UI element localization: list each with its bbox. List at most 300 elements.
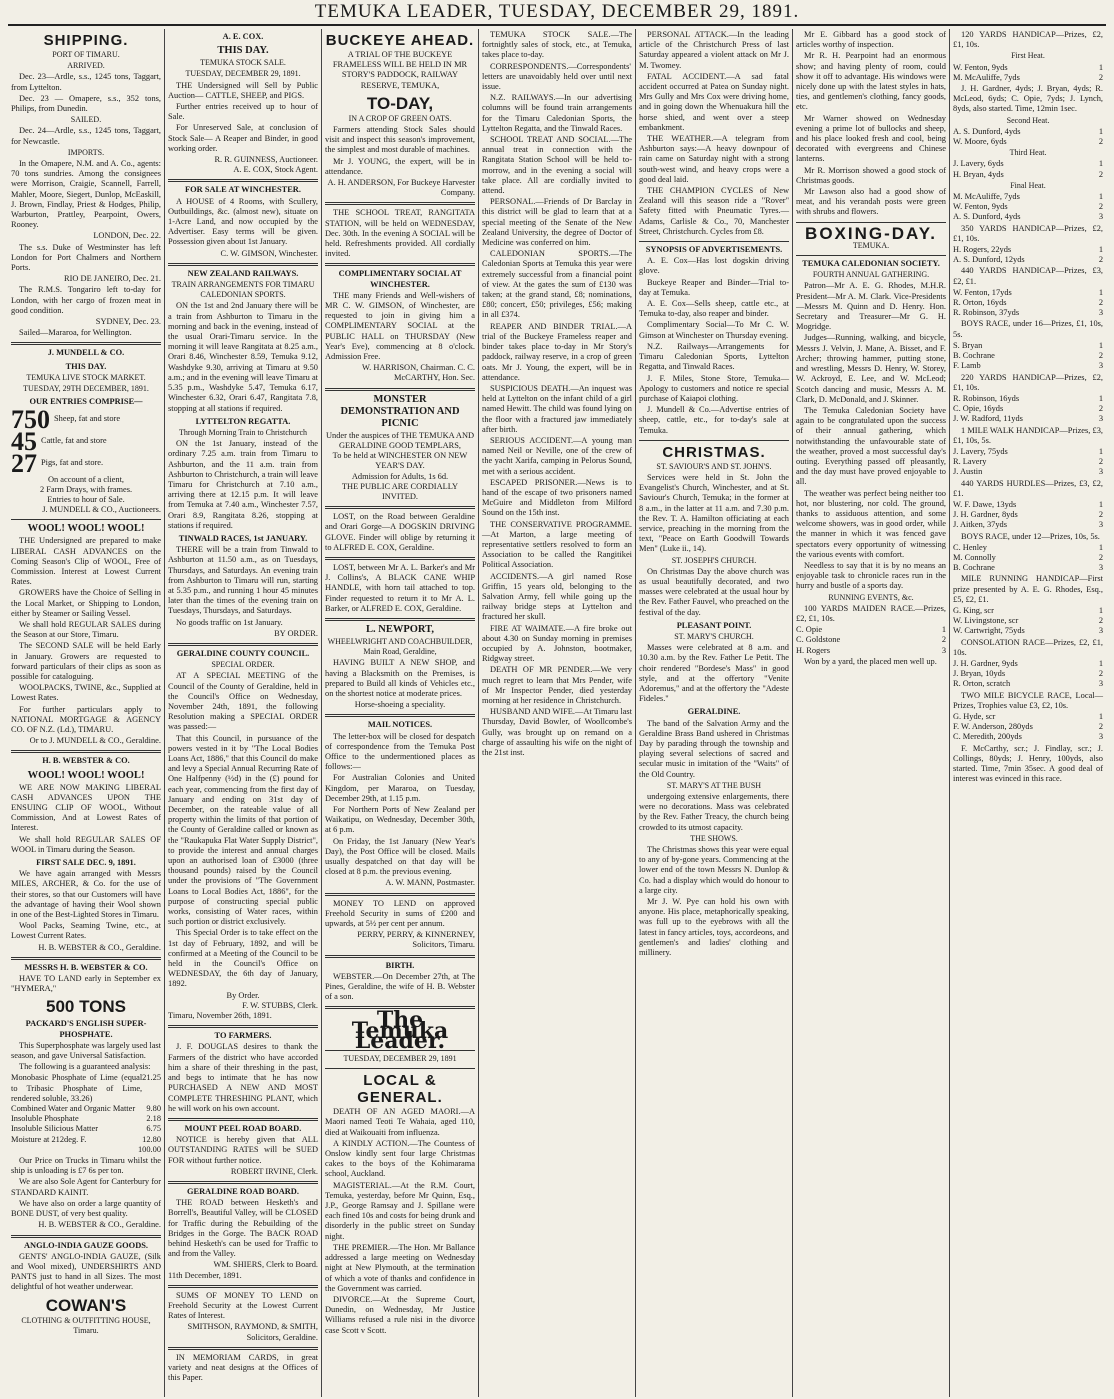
result-row <box>953 712 1103 722</box>
irvine-signature: ROBERT IRVINE, Clerk. <box>230 1166 318 1176</box>
result-row <box>953 679 1103 689</box>
lost-text: LOST, on the Road between Geraldine and Orari Gorge—A DOGSKIN DRIVING GLOVE. Finder will oblige by returning it to ALFRED E. COX, Geraldine. <box>325 512 475 552</box>
tinwald-heading: TINWALD RACES, 1st JANUARY. <box>178 533 308 543</box>
result-row <box>953 404 1103 414</box>
no-goods: No goods traffic on 1st January. <box>176 617 283 627</box>
result-name: R. Orton, scratch <box>953 679 1011 689</box>
first-sale: FIRST SALE DEC. 9, 1891. <box>36 858 136 867</box>
result-place: 2 <box>1098 137 1103 147</box>
result-name: S. Bryan <box>953 340 983 350</box>
event-heading: CONSOLATION RACE—Prizes, £2, £1, 10s. <box>953 637 1103 657</box>
result-name: R. Lavery <box>953 457 987 467</box>
result-place: 3 <box>1098 626 1103 636</box>
event-heading: BOYS RACE, under 12—Prizes, 10s, 5s. <box>961 531 1100 541</box>
boxing-day-heading: BOXING-DAY. <box>805 223 937 243</box>
tinwald-text: THERE will be a train from Tinwald to Ashburton at 11.50 a.m., as on Tuesdays, Thursdays, and Saturdays. An evening train from Ashburton to Timaru will run, starting at 5.35 p.m., and running 1 hour 45 minutes later than the times of the evening train on Tuesdays, Thursdays, and Saturdays. <box>168 545 318 616</box>
mundell-heading: J. MUNDELL & CO. <box>47 348 125 358</box>
result-place: 3 <box>1098 520 1103 530</box>
arrived-line: Dec. 23—Ardle, s.s., 1245 tons, Taggart, from Lyttelton. <box>11 72 161 92</box>
result-name: J. Aitken, 37yds <box>953 520 1007 530</box>
synopsis-item: J. F. Miles, Stone Store, Temuka—Apology to customers and notice re special purchase of Kaiapoi clothing. <box>639 373 789 403</box>
stock-sale: TEMUKA STOCK SALE. <box>200 58 286 68</box>
sydney-text: Sailed—Mararoa, for Wellington. <box>19 328 132 338</box>
memoriam-text: IN MEMORIAM CARDS, in great variety and neat designs at the Offices of this Paper. <box>168 1352 318 1383</box>
arrived-label: ARRIVED. <box>67 61 105 71</box>
regatta-text: ON the 1st January, instead of the ordinary 7.25 a.m. train from Timaru to Ashburton, and the 11 a.m. train from Ashburton to Christchurch, a train will leave Timaru for Christchurch at 7.10 a.m., arriving there at 12.15 p.m. It will leave from Temuka at 7.40 a.m., Winchester 7.57, Orari 8.9, Rangitata 8.26, stopping at stations if required. <box>168 439 318 530</box>
nzr-text: ON the 1st and 2nd January there will be a train from Ashburton to Timaru in the morning and back in the evening, instead of the usual Orari-Timaru service. In the morning it will leave Rangitata at 8.25 a.m., Orari 8.46, Winchester 8.59, Temuka 9.12, Washdyke 9.30, arriving at Timaru at 9.50 a.m.; and in the evening will leave Timaru at 5.35 p.m., Washdyke 5.47, Temuka 6.17, Winchester 6.32, Orari 6.47, Rangitata 7.8, stopping at all stations if required. <box>168 301 318 413</box>
wool-heading: WOOL! WOOL! WOOL! <box>27 523 145 535</box>
wool-text: We shall hold REGULAR SALES during the Season at our Store, Timaru. <box>11 619 161 640</box>
local-text: A KINDLY ACTION.—The Countess of Onslow kindly sent four large Christmas cakes to the boys of the Kohimarama school, Auckland. <box>325 1138 475 1179</box>
st-marys-sub: ST. MARY'S CHURCH. <box>674 631 754 641</box>
result-row <box>953 414 1103 424</box>
shiers-signature: WM. SHIERS, Clerk to Board. <box>213 1260 318 1270</box>
news-paragraph: FIRE AT WAIMATE.—A fire broke out about 4.30 on Sunday morning in premises occupied by A. Johnston, bootmaker, Ridgway street. <box>482 623 632 664</box>
result-row <box>953 457 1103 467</box>
shows-text: The Christmas shows this year were equal to any of by-gone years. Commencing at the lower end of the town Messrs N. Dunlop & Co. had a display which would do honour to a large city. <box>639 845 789 895</box>
bone-signature: H. B. WEBSTER & CO., Geraldine. <box>38 1220 161 1230</box>
result-place: 1 <box>1098 499 1103 509</box>
result-row <box>953 520 1103 530</box>
geraldine-heading: GERALDINE. <box>687 707 741 717</box>
birth-heading: BIRTH. <box>385 960 415 970</box>
result-place: 2 <box>941 635 946 645</box>
result-row <box>953 341 1103 351</box>
column-1 <box>8 29 165 1397</box>
result-name: H. Rogers, 22yds <box>953 245 1012 255</box>
social-signature: W. HARRISON, Chairman. C. C. McCARTHY, Hon. Sec. <box>362 363 475 383</box>
column-7 <box>950 29 1106 1397</box>
analysis-row <box>11 1135 161 1145</box>
agent-text: We are also Sole Agent for Canterbury for STANDARD KAINIT. <box>11 1177 161 1197</box>
wool2-text: We have again arranged with Messrs MILES, ARCHER, & Co. for the use of their stores, so that our Customers will have the advantage of having their Wool shown in one of the Best-Lighted Stores in Timaru. <box>11 869 161 920</box>
webster-heading: H. B. WEBSTER & CO. <box>42 756 130 766</box>
result-row <box>953 351 1103 361</box>
result-name: C. Goldstone <box>796 635 841 645</box>
horseshoeing: Horse-shoeing a speciality. <box>354 700 446 710</box>
analysis-row <box>11 1073 161 1104</box>
shows-paragraph: Mr E. Gibbard has a good stock of articles worthy of inspection. <box>796 30 946 50</box>
lost-text: LOST, between Mr A. L. Barker's and Mr J. Collins's, A BLACK CANE WHIP HANDLE, with horn tail attached to top. Finder requested to return it to Mr A. L. Barker, or ALFRED E. COX, Geraldine. <box>325 562 475 613</box>
result-row <box>953 245 1103 255</box>
result-row <box>953 659 1103 669</box>
analysis-value: 9.80 <box>146 1104 161 1114</box>
weather-text: The Temuka Caledonian Society have again to be congratulated upon the success of their annual gathering, which notwithstanding the unfavourable state of the weather, proved a most successful day's outing. Everything passed off pleasantly, and the day must have proved enjoyable to all. <box>796 405 946 487</box>
newport-sub: WHEELWRIGHT AND COACHBUILDER, Main Road, Geraldine, <box>327 636 473 657</box>
result-row <box>953 159 1103 169</box>
result-name: C. Opie <box>796 625 823 635</box>
churches-sub: ST. SAVIOUR'S AND ST. JOHN'S. <box>656 461 772 471</box>
news-paragraph: FATAL ACCIDENT.—A sad fatal accident occurred at Patea on Sunday night. Mrs Gully and Mrs Cox were driving home, and in going down the Whenuakura hill the horse shied, and went over a steep embankment. <box>639 71 789 132</box>
result-row <box>953 212 1103 222</box>
wool-further: For further particulars apply to NATIONAL MORTGAGE & AGENCY CO. OF N.Z. (Ld.), TIMARU. <box>11 704 161 734</box>
stubbs-date: Timaru, November 26th, 1891. <box>168 1011 272 1021</box>
event-heading: 1 MILE WALK HANDICAP—Prizes, £3, £1, 10s, 5s. <box>953 425 1103 445</box>
result-place: 2 <box>1098 722 1103 732</box>
cox-signature: R. R. GUINNESS, Auctioneer. <box>214 155 318 165</box>
forsale-heading: FOR SALE AT WINCHESTER. <box>185 185 301 195</box>
result-row <box>953 394 1103 404</box>
cox-signature: A. E. COX, Stock Agent. <box>233 165 318 175</box>
stubbs-signature: F. W. STUBBS, Clerk. <box>242 1000 318 1010</box>
road-text: THE ROAD between Hesketh's and Borrell's, Beautiful Valley, will be CLOSED for Traffic during the Rebuilding of the Bridges in the Gorge. The BACK ROAD behind Hesketh's can be used for Traffic to and from the Valley. <box>168 1198 318 1259</box>
newspaper-columns <box>8 29 1106 1397</box>
result-row <box>953 308 1103 318</box>
synopsis-item: N.Z. Railways—Arrangements for Timaru Caledonian Sports, Lyttelton Regatta, and Tinwald Races. <box>639 341 789 372</box>
column-6 <box>793 29 950 1397</box>
forsale-signature: C. W. GIMSON, Winchester. <box>220 248 318 258</box>
shows-paragraph: Mr R. H. Pearpoint had an enormous show; and having plenty of room, could show it off to advantage. His windows were nicely done up with the latest styles in hats, ties, and gentlemen's clothing, fancy goods, etc. <box>796 51 946 112</box>
result-row <box>953 127 1103 137</box>
news-paragraph: TEMUKA STOCK SALE.—The fortnightly sales of stock, etc., at Temuka, takes place to-day. <box>482 30 632 60</box>
christmas-heading: CHRISTMAS. <box>662 443 766 461</box>
news-paragraph: SERIOUS ACCIDENT.—A young man named Neil or Neville, one of the crew of the yacht Xarifa, camping in Pelorus Sound, met with a serious accident. <box>482 435 632 476</box>
result-place: 3 <box>1098 212 1103 222</box>
news-paragraph: N.Z. RAILWAYS.—In our advertising columns will be found train arrangements for the Timaru Caledonian Sports, the Lyttelton Regatta, and the Tinwald Races. <box>482 93 632 133</box>
result-place: 2 <box>1098 351 1103 361</box>
analysis-row <box>11 1114 161 1124</box>
result-place: 3 <box>1098 732 1103 742</box>
wool-text: The SECOND SALE will be held Early in January. Growers are requested to forward particulars of their clips as soon as possible for cataloguing. <box>11 641 161 681</box>
mail-text: On Friday, the 1st January (New Year's Day), the Post Office will be closed. Mails usually despatched on that day will be closed at 8 p.m. the previous evening. <box>325 836 475 877</box>
heat-label: Second Heat. <box>1006 115 1050 125</box>
price-text: Our Price on Trucks in Timaru whilst the ship is unloading is £7 6s per ton. <box>11 1156 161 1176</box>
result-row <box>796 646 946 656</box>
news-paragraph: REAPER AND BINDER TRIAL.—A trial of the Buckeye Frameless reaper and binder takes place to-day in Mr Story's paddock, railway reserve, in a crop of green oats. Mr J. Young, the expert, will be in attendance. <box>482 321 632 382</box>
caledonian-heading: TEMUKA CALEDONIAN SOCIETY. <box>802 259 940 269</box>
result-name: G. King, scr <box>953 605 994 615</box>
st-mary-bush-sub: ST. MARY'S AT THE BUSH <box>666 780 762 790</box>
news-paragraph: THE WEATHER.—A telegram from Ashburton says:—A heavy downpour of rain came on Saturday night with a strong south-west wind, and heavy crops were a good deal laid. <box>639 134 789 184</box>
nzr-heading: NEW ZEALAND RAILWAYS. <box>187 268 299 278</box>
result-row <box>953 722 1103 732</box>
today-heading: TO-DAY, <box>366 93 434 113</box>
result-place: 1 <box>1098 340 1103 350</box>
wool-or: Or to J. MUNDELL & CO., Geraldine. <box>29 736 161 746</box>
geraldine-text: The band of the Salvation Army and the Geraldine Brass Band ushered in Christmas Day by parading through the township and playing several selections of sacred and secular music in imitation of the "Waits" of the Old Country. <box>639 718 789 779</box>
analysis-value: 21.25 <box>142 1073 161 1083</box>
result-row <box>953 467 1103 477</box>
analysis-value: 100.00 <box>137 1144 161 1154</box>
st-joseph-sub: ST. JOSEPH'S CHURCH. <box>671 555 757 565</box>
by-order: By Order. <box>226 990 260 1000</box>
event-heading: 350 YARDS HANDICAP—Prizes, £2, £1, 10s. <box>953 223 1103 243</box>
patron-text: Patron—Mr A. E. G. Rhodes, M.H.R. President—Mr A. M. Clark. Vice-Presidents—Messrs M. Quinn and D. Henry. Hon. Secretary and Treasurer—Mr G. H. Mogridge. <box>796 281 946 332</box>
result-name: A. S. Dunford, 12yds <box>953 255 1025 265</box>
messrs-heading: MESSRS H. B. WEBSTER & CO. <box>24 962 148 972</box>
result-place: 1 <box>1098 393 1103 403</box>
council-text: That this Council, in pursuance of the powers vested in it by "The Local Bodies Loans Act, 1886," that this Council do make and levy a Special Annual Recurring Rate of One Halfpenny (½d) in the (£) pound for each year, commencing from the first day of January and ending on 31st day of December, on the rateable value of all property within the limits of that portion of the County of Geraldine called or known as the "Raukapuka Flat Water Supply District", to provide the interest and annual charges upon an authorised loan of £3000 (three thousand pounds) raised by the Council under the provisions of "The Government Loans to Local Bodies Act, 1886", for the purpose of constructing special public works, consisting of Water races, within such portion or district exclusively. <box>168 733 318 927</box>
entry-desc: Sheep, fat and store <box>54 414 121 424</box>
social-heading: COMPLIMENTARY SOCIAL AT WINCHESTER. <box>338 269 462 289</box>
shows-paragraph: Mr Lawson also had a good show of meat, and his verandah posts were green with shrubs and flowers. <box>796 187 946 217</box>
event-heading: MILE RUNNING HANDICAP—First prize presented by A. E. G. Rhodes, Esq., £5, £2, £1. <box>953 574 1103 604</box>
result-row <box>953 732 1103 742</box>
running-events: RUNNING EVENTS, &c. <box>828 592 914 602</box>
result-place: 1 <box>1098 126 1103 136</box>
result-name: J. W. Radford, 11yds <box>953 414 1023 424</box>
result-name: F. W. Anderson, 280yds <box>953 722 1033 732</box>
result-place: 3 <box>1098 361 1103 371</box>
result-row <box>953 170 1103 180</box>
money-text: MONEY TO LEND on approved Freehold Security in sums of £200 and upwards, at 5½ per cent per annum. <box>325 898 475 929</box>
this-day: THIS DAY. <box>217 45 269 57</box>
result-row <box>953 192 1103 202</box>
result-name: W. Fenton, 9yds <box>953 202 1008 212</box>
mail-text: The letter-box will be closed for despatch of correspondence from the Temuka Post Office to the undermentioned places as follows:— <box>325 731 475 772</box>
packards-heading: PACKARD'S ENGLISH SUPER-PHOSPHATE. <box>25 1019 147 1039</box>
synopsis-item: Buckeye Reaper and Binder—Trial to-day at Temuka. <box>639 277 789 297</box>
result-name: A. S. Dunford, 4yds <box>953 212 1021 222</box>
buckeye-heading: BUCKEYE AHEAD. <box>325 32 475 49</box>
monster-text: Under the auspices of THE TEMUKA AND GERALDINE GOOD TEMPLARS, <box>325 430 475 450</box>
analysis-row <box>11 1104 161 1114</box>
by-order: BY ORDER. <box>274 628 318 638</box>
wool2-heading: WOOL! WOOL! WOOL! <box>27 769 145 781</box>
woolpacks-text: WOOLPACKS, TWINE, &c., Supplied at Lowest Rates. <box>11 683 161 703</box>
cowans-heading: COWAN'S <box>45 1295 127 1315</box>
news-paragraph: SCHOOL TREAT AND SOCIAL.—The annual treat in connection with the Rangitata Station School will be held to-morrow, and in the evening a social will take place. All are cordially invited to attend. <box>482 135 632 196</box>
bone-dust: We have also on order a large quantity of BONE DUST, of very best quality. <box>11 1198 161 1219</box>
rio-dateline: RIO DE JANEIRO, Dec. 21. <box>64 274 161 284</box>
analysis-label: Monobasic Phosphate of Lime (equal to Tribasic Phosphate of Lime, rendered soluble, 33.26) <box>11 1073 143 1103</box>
bike-note: F. McCarthy, scr.; J. Findlay, scr.; J. Collings, 80yds; J. Henry, 100yds, also started. Time, 7min 35sec. A good deal of interest was evinced in this race. <box>953 743 1103 784</box>
column-3 <box>322 29 479 1397</box>
result-row <box>796 635 946 645</box>
result-place: 1 <box>1098 446 1103 456</box>
result-place: 1 <box>1098 712 1103 721</box>
nzr-sub: TRAIN ARRANGEMENTS FOR TIMARU CALEDONIAN SPORTS. <box>171 280 315 300</box>
news-paragraph: HUSBAND AND WIFE.—At Timaru last Thursday, David Bowler, of Woollcombe's Gully, was brought up on remand on a charge of assaulting his wife on the night of the 21st inst. <box>482 707 632 758</box>
result-place: 2 <box>1098 298 1103 308</box>
result-name: B. Cochrane <box>953 563 995 573</box>
sailed-label: SAILED. <box>70 115 102 125</box>
analysis-value: 12.80 <box>142 1134 161 1144</box>
wool2-signature: H. B. WEBSTER & CO., Geraldine. <box>38 942 161 952</box>
client-text: On account of a client, <box>47 474 125 484</box>
synopsis-item: Complimentary Social—To Mr C. W. Gimson at Winchester on Thursday evening. <box>639 320 789 340</box>
result-place: 3 <box>1098 679 1103 689</box>
result-name: F. Lamb <box>953 361 981 371</box>
mountpeel-heading: MOUNT PEEL ROAD BOARD. <box>184 1123 302 1133</box>
analysis-row <box>11 1145 161 1155</box>
result-place: 2 <box>1098 669 1103 679</box>
shows-paragraph: Mr Warner showed on Wednesday evening a prime lot of bullocks and sheep, and his place looked fresh and cool, being decorated with evergreens and Chinese lanterns. <box>796 113 946 164</box>
event-heading: 440 YARDS HURDLES—Prizes, £3, £2, £1. <box>953 478 1103 498</box>
result-name: W. Livingstone, scr <box>953 616 1019 626</box>
farmers-heading: TO FARMERS. <box>214 1031 272 1041</box>
result-row <box>953 137 1103 147</box>
result-name: A. S. Dunford, 4yds <box>953 126 1021 136</box>
cox-text: THE Undersigned will Sell by Public Auction— CATTLE, SHEEP, and PIGS. <box>168 80 318 100</box>
result-place: 3 <box>1098 563 1103 573</box>
paper-logo: The Temuka Leader. <box>351 1007 449 1054</box>
heat-label: Final Heat. <box>1010 180 1046 190</box>
result-row <box>953 361 1103 371</box>
result-place: 2 <box>1098 404 1103 414</box>
newspaper-masthead: TEMUKA LEADER, TUESDAY, DECEMBER 29, 1891. <box>8 0 1106 26</box>
london-text: The s.s. Duke of Westminster has left London for Port Chalmers and Northern Ports. <box>11 242 161 273</box>
result-place: 3 <box>941 645 946 655</box>
news-paragraph: DEATH OF MR PENDER.—We very much regret to learn that Mrs Pender, wife of Mr Inspector Pender, died yesterday morning at her residence in Christchurch. <box>482 665 632 705</box>
entry-count: 750 <box>11 404 50 434</box>
treat-text: THE SCHOOL TREAT, RANGITATA STATION, will be held on WEDNESDAY, Dec. 30th. In the evening A SOCIAL will be held. Refreshments provided. All cordially invited. <box>325 208 475 259</box>
news-paragraph: THE CHAMPION CYCLES of New Zealand will this season ride a "Rover" Safety fitted with Pneumatic Tyres.—Adams, Carlisle & Co., 70, Manchester Street, Christchurch. Cycles from £8. <box>639 186 789 236</box>
news-paragraph: ESCAPED PRISONER.—News is to hand of the escape of two prisoners named McGuire and Middleton from Milford Sound on the 15th inst. <box>482 477 632 518</box>
result-place: 3 <box>1098 414 1103 424</box>
local-text: MAGISTERIAL.—At the R.M. Court, Temuka, yesterday, before Mr Quinn, Esq., J.P., George Ramsay and J. Spillane were each fined 10s and costs for being drunk and disorderly in the public street on Sunday night. <box>325 1180 475 1241</box>
result-row <box>953 298 1103 308</box>
maiden-note: Won by a yard, the placed men well up. <box>804 656 937 666</box>
result-place: 1 <box>1098 287 1103 297</box>
news-paragraph: CORRESPONDENTS.—Correspondents' letters are unavoidably held over until next issue. <box>482 61 632 92</box>
result-row <box>953 543 1103 553</box>
wool2-text: WE ARE NOW MAKING LIBERAL CASH ADVANCES UPON THE ENSUING CLIP OF WOOL, Without Commission, And at Lowest Rates of Interest. <box>11 782 161 833</box>
regatta-heading: LYTTELTON REGATTA. <box>195 416 291 426</box>
result-place: 1 <box>1098 245 1103 255</box>
shows-sub: THE SHOWS. <box>690 833 738 843</box>
result-name: M. Connolly <box>953 552 996 562</box>
local-text: DEATH OF AN AGED MAORI.—A Maori named Teoti Te Wahaia, aged 110, died at Waikouaiti from influenza. <box>325 1107 475 1137</box>
result-name: H. Bryan, 4yds <box>953 169 1004 179</box>
gauze-heading: ANGLO-INDIA GAUZE GOODS. <box>23 1240 148 1250</box>
result-row <box>953 626 1103 636</box>
news-paragraph: CALEDONIAN SPORTS.—The Caledonian Sports at Temuka this year were extremely successful from a financial point of view. At the gates the sum of £130 was taken; at the grand stand, £8; nominations, £80; concert, £50; privileges, £56; making in all £374. <box>482 249 632 320</box>
entry-row <box>11 448 161 478</box>
analysis-value: 2.18 <box>146 1114 161 1124</box>
result-place: 2 <box>1098 457 1103 467</box>
result-row <box>953 563 1103 573</box>
result-name: J. H. Gardner, 8yds <box>953 510 1018 520</box>
result-place: 2 <box>1098 616 1103 626</box>
st-joseph-text: On Christmas Day the above church was as usual beautifully decorated, and two masses were celebrated at the usual hour by the Rev. Father Fauvel, who preached on the festival of the day. <box>639 566 789 617</box>
entry-count: 27 <box>11 448 37 478</box>
synopsis-heading: SYNOPSIS OF ADVERTISEMENTS. <box>645 245 783 255</box>
result-place: 1 <box>1098 605 1103 615</box>
analysis-intro: The following is a guaranteed analysis: <box>19 1062 151 1072</box>
result-name: H. Rogers <box>796 645 830 655</box>
mail-text: For Northern Ports of New Zealand per Waikatipu, on Wednesday, December 30th, at 6 p.m. <box>325 804 475 835</box>
news-paragraph: PERSONAL.—Friends of Dr Barclay in this district will be glad to learn that at a special meeting of the Senate of the New Zealand University, the degree of Doctor of Medicine was conferred on him. <box>482 197 632 248</box>
result-row <box>953 606 1103 616</box>
wool2-text: We shall hold REGULAR SALES OF WOOL in Timaru during the Season. <box>11 834 161 854</box>
heat-note: J. H. Gardner, 4yds; J. Bryan, 4yds; R. McLeod, 6yds; C. Opie, 7yds; J. Lynch, 8yds, also started. Time, 12min 1sec. <box>953 84 1103 114</box>
result-name: W. Moore, 6yds <box>953 137 1007 147</box>
result-name: R. Robinson, 37yds <box>953 308 1020 318</box>
tons-heading: 500 TONS <box>45 997 126 1017</box>
result-place: 2 <box>1098 510 1103 520</box>
st-mary-bush-text: undergoing extensive enlargements, there were no decorations. Mass was celebrated by the Rev. Father Treacy, the church being crowded to its utmost capacity. <box>639 792 789 832</box>
gauze-text: GENTS' ANGLO-INDIA GAUZE, (Silk and Wool mixed), UNDERSHIRTS AND PANTS just to hand in all Sizes. The most delightful of hot weather underwear. <box>11 1251 161 1292</box>
result-name: M. McAuliffe, 7yds <box>953 72 1020 82</box>
result-name: G. Hyde, scr <box>953 712 996 721</box>
heat-label: Third Heat. <box>1009 148 1047 158</box>
result-place: 1 <box>1098 62 1103 72</box>
monster-heading: MONSTER DEMONSTRATION AND PICNIC <box>340 393 460 429</box>
result-row <box>953 63 1103 73</box>
result-name: W. Fenton, 17yds <box>953 287 1012 297</box>
market-date: TUESDAY, 29TH DECEMBER, 1891. <box>23 384 149 394</box>
this-day: THIS DAY. <box>65 361 107 371</box>
result-row <box>953 616 1103 626</box>
analysis-label: Insoluble Phosphate <box>11 1114 79 1124</box>
result-row <box>953 73 1103 83</box>
result-name: J. Lavery, 6yds <box>953 159 1004 169</box>
stock-date: TUESDAY, DECEMBER 29, 1891. <box>185 69 301 79</box>
entry-count: 45 <box>11 426 37 456</box>
cox-entries: Further entries received up to hour of Sale. <box>168 102 318 122</box>
wool-text: THE Undersigned are prepared to make LIBERAL CASH ADVANCES on the Coming Season's Clip of WOOL, Free of Commission. Interest at Lowest Current Rates. <box>11 536 161 587</box>
result-place: 3 <box>1098 467 1103 477</box>
shows-paragraph: Mr R. Morrison showed a good stock of Christmas goods. <box>796 165 946 185</box>
fourth-gathering: FOURTH ANNUAL GATHERING. <box>812 270 930 280</box>
result-place: 2 <box>1098 202 1103 212</box>
shows-text: Mr J. W. Pye can hold his own with anyone. His place, metaphorically speaking, was full up to the eyebrows with all the latest in fancy articles, toys, accordeons, and gentlemen's and ladies' clothing and millinery. <box>639 897 789 958</box>
farmers-text: J. F. DOUGLAS desires to thank the Farmers of the district who have accorded him a share of their threshing in the past, and begs to intimate that he has now PURCHASED A NEW AND MOST COMPLETE THRESHING PLANT, which he will work on his own account. <box>168 1042 318 1113</box>
special-order: SPECIAL ORDER. <box>211 660 275 670</box>
analysis-label: Moisture at 212deg. F. <box>11 1134 87 1144</box>
local-text: THE PREMIER.—The Hon. Mr Ballance addressed a large meeting on Wednesday night at New Plymouth, at the termination of which a vote of thanks and confidence in the Government was carried. <box>325 1242 475 1293</box>
result-row <box>796 625 946 635</box>
newport-text: HAVING BUILT A NEW SHOP, and having a Blacksmith on the Premises, is prepared to Build all kinds of Vehicles etc., on the shortest notice at moderate prices. <box>325 658 475 698</box>
mail-heading: MAIL NOTICES. <box>367 720 433 730</box>
result-row <box>953 553 1103 563</box>
result-row <box>953 288 1103 298</box>
mail-text: For Australian Colonies and United Kingdom, per Mararoa, on Tuesday, December 29th, at 1.15 p.m. <box>325 773 475 803</box>
entry-desc: Cattle, fat and store <box>41 436 107 446</box>
result-row <box>953 500 1103 510</box>
result-name: J. Lavery, 75yds <box>953 446 1008 456</box>
regatta-sub: Through Morning Train to Christchurch <box>179 427 307 437</box>
birth-text: WEBSTER.—On December 27th, at The Pines, Geraldine, the wife of H. B. Webster of a son. <box>325 971 475 1002</box>
trial-text: A TRIAL OF THE BUCKEYE FRAMELESS WILL BE HELD IN MR STORY'S PADDOCK, RAILWAY RESERVE, TEMUKA, <box>332 50 468 90</box>
result-row <box>953 510 1103 520</box>
races-text: Needless to say that it is by no means an enjoyable task to chronicle races run in the hurry and bustle of a sports day. <box>796 560 946 591</box>
result-row <box>953 202 1103 212</box>
result-row <box>953 669 1103 679</box>
mountpeel-text: NOTICE is hereby given that ALL OUTSTANDING RATES will be SUED FOR without further notice. <box>168 1135 318 1165</box>
result-place: 1 <box>1098 192 1103 202</box>
admission: Admission for Adults, 1s 6d. <box>351 471 449 481</box>
arrived-line: Dec. 23 — Omapere, s.s., 352 tons, Philips, from Dunedin. <box>11 93 161 114</box>
social-text: THE many Friends and Well-wishers of MR C. W. GIMSON, of Winchester, are requested to join in giving him a COMPLIMENTARY SOCIAL at the PUBLIC HALL on THURSDAY (New Year's Eve), commencing at 8 o'clock. Admission Free. <box>325 290 475 362</box>
cox-heading: A. E. COX. <box>222 32 264 41</box>
event-heading: 440 YARDS HANDICAP—Prizes, £3, £2, £1. <box>953 266 1103 286</box>
result-place: 2 <box>1098 255 1103 265</box>
analysis-label: Insoluble Silicious Matter <box>11 1124 98 1134</box>
event-heading: BOYS RACE, under 16—Prizes, £1, 10s, 5s. <box>953 319 1103 339</box>
result-place: 1 <box>941 625 946 635</box>
result-place: 1 <box>1098 542 1103 552</box>
market-title: TEMUKA LIVE STOCK MARKET. <box>26 372 146 382</box>
public-invited: THE PUBLIC ARE CORDIALLY INVITED. <box>341 481 459 501</box>
judges-text: Judges—Running, walking, and bicycle, Messrs J. Velvin, J. Mane, A. Bisset, and F. Archer; throwing hammer, putting stone, and wrestling, Messrs D. Henry, W. Storey, W. Ackroyd, E. Lee, and W. McLeod; Scotch dancing and music, Messrs A. M. Clark, D. McDonald, and J. Skinner. <box>796 333 946 404</box>
council-heading: GERALDINE COUNTY COUNCIL. <box>176 648 310 658</box>
london-dateline: LONDON, Dec. 22. <box>93 231 161 241</box>
synopsis-item: A. E. Cox—Sells sheep, cattle etc., at Temuka to-day, also reaper and binder. <box>639 299 789 319</box>
entries-hour: Entries to hour of Sale. <box>47 494 125 504</box>
result-place: 3 <box>1098 308 1103 318</box>
mail-signature: A. W. MANN, Postmaster. <box>385 878 475 888</box>
st-marys-text: Masses were celebrated at 8 a.m. and 10.30 a.m. by the Rev. Father Le Petit. The choir rendered "Bordese's Mass" in good style, and at the offertory "Venite Adoremus," and at the offertory the "Adeste Fideles." <box>639 643 789 704</box>
result-place: 2 <box>1098 72 1103 82</box>
column-5 <box>636 29 793 1397</box>
entry-desc: Pigs, fat and store. <box>41 458 104 468</box>
synopsis-item: J. Mundell & Co.—Advertise entries of sheep, cattle, etc., for to-day's sale at Temuka. <box>639 405 789 435</box>
imports-label: IMPORTS. <box>67 147 105 157</box>
crowd-text: The weather was perfect being neither too hot, nor blustering, nor cold. The ground, thanks to assiduous attention, and some welcome showers, was in good order, while the manner in which it was fenced gave spectators every opportunity of witnessing the various events with comfort. <box>796 488 946 559</box>
result-name: R. Orton, 16yds <box>953 298 1007 308</box>
